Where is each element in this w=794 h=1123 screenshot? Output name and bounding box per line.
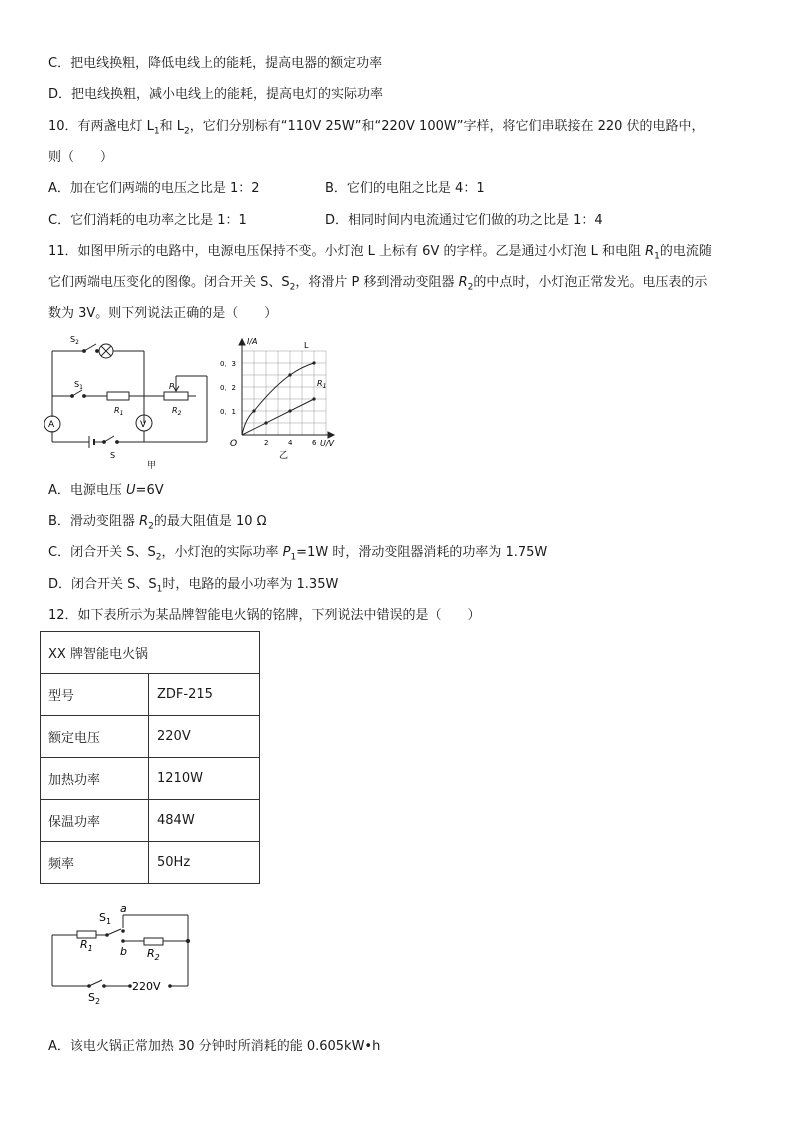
question-11-line3: 数为 3V。则下列说法正确的是（ ）	[48, 306, 278, 321]
caption-yi: 乙	[279, 451, 289, 461]
x-tick-label: 6	[312, 439, 317, 447]
table-title: XX 牌智能电火锅	[41, 632, 260, 674]
label-s1: $S_1$	[74, 380, 83, 391]
symbol-u: U	[126, 483, 136, 498]
data-point	[264, 421, 267, 424]
data-point	[312, 397, 315, 400]
x-tick-label: 4	[288, 439, 293, 447]
symbol-p: P	[282, 545, 291, 560]
y-tick-label: 0．2	[220, 384, 236, 392]
series-label-r1: $R_1$	[317, 379, 327, 390]
y-tick-label: 0．3	[220, 360, 236, 368]
sub: 2	[155, 552, 162, 563]
graph-yi	[216, 332, 346, 462]
symbol-r: R	[645, 244, 655, 259]
label-r1: $R_1$	[114, 406, 124, 417]
ammeter-label: A	[48, 420, 55, 430]
sub: 2	[148, 521, 154, 532]
q12-option-a: A．该电火锅正常加热 30 分钟时所消耗的能 0.605kW•h	[48, 1039, 381, 1054]
sub: 2	[184, 126, 190, 137]
question-10-line1	[48, 118, 705, 136]
table-label: 额定电压	[41, 716, 149, 758]
q11-opt-text: ，小灯泡的实际功率	[161, 545, 283, 560]
sub: 1	[156, 584, 163, 595]
label-r2: $R_2$	[147, 947, 160, 962]
symbol-r: R	[139, 514, 149, 529]
table-row	[41, 800, 260, 842]
table-label: 型号	[41, 674, 149, 716]
q11-text: 的中点时，小灯泡正常发光。电压表的示	[473, 275, 708, 290]
table-row	[41, 716, 260, 758]
table-value: 50Hz	[149, 842, 260, 884]
label-s2: $S_2$	[70, 335, 79, 346]
y-axis-label: I/A	[247, 337, 258, 346]
table-row	[41, 842, 260, 884]
sub: 1	[290, 552, 297, 563]
q11-text: 11．如图甲所示的电路中，电源电压保持不变。小灯泡 L 上标有 6V 的字样。乙是通过小灯泡 L 和电阻	[48, 244, 646, 259]
circuit-diagram-jia	[44, 332, 214, 472]
voltmeter-label: V	[140, 420, 147, 430]
table-row	[41, 674, 260, 716]
question-11-line2	[48, 274, 707, 292]
q11-opt-text: D．闭合开关 S、S	[48, 577, 157, 592]
label-r1: $R_1$	[80, 938, 93, 953]
q11-opt-text: 的最大阻值是 10 Ω	[153, 514, 267, 529]
table-value: 484W	[149, 800, 260, 842]
label-b: b	[120, 945, 127, 958]
x-tick-label: 2	[264, 439, 269, 447]
table-value: ZDF-215	[149, 674, 260, 716]
q11-option-b	[48, 513, 267, 531]
table-value: 220V	[149, 716, 260, 758]
q11-text: 它们两端电压变化的图像。闭合开关 S、S	[48, 275, 290, 290]
label-s1: $S_1$	[99, 911, 112, 926]
sub: 2	[467, 282, 474, 293]
label-p: P	[169, 382, 174, 391]
option-d-q9: D．把电线换粗，减小电线上的能耗，提高电灯的实际功率	[48, 87, 384, 102]
label-r2: $R_2$	[172, 406, 182, 417]
data-point	[288, 373, 291, 376]
table-value: 1210W	[149, 758, 260, 800]
q11-opt-text: C．闭合开关 S、S	[48, 545, 156, 560]
q10-text-b: 和 L	[159, 119, 185, 134]
q10-option-d: D．相同时间内电流通过它们做的功之比是 1：4	[325, 213, 603, 228]
label-s2: $S_2$	[88, 991, 101, 1004]
caption-jia: 甲	[147, 461, 157, 471]
y-tick-label: 0．1	[220, 408, 236, 416]
q11-opt-text: A．电源电压	[48, 483, 127, 498]
q11-opt-text: B．滑动变阻器	[48, 514, 140, 529]
q11-option-c	[48, 544, 547, 562]
data-point	[252, 409, 255, 412]
label-s: S	[110, 451, 116, 460]
sub: 1	[153, 126, 160, 137]
q11-text: 的电流随	[659, 244, 712, 259]
table-label: 保温功率	[41, 800, 149, 842]
data-point	[312, 361, 315, 364]
table-title-row	[41, 632, 260, 674]
label-a: a	[120, 902, 127, 915]
sub: 1	[654, 251, 660, 262]
q11-opt-text: 时，电路的最小功率为 1.35W	[162, 577, 339, 592]
q10-text-c: ，它们分别标有“110V 25W”和“220V 100W”字样，将它们串联接在 220 伏的电路中，	[189, 119, 705, 134]
label-220v: 220V	[132, 980, 161, 993]
table-row	[41, 758, 260, 800]
question-10-line2: 则（ ）	[48, 150, 114, 165]
table-label: 频率	[41, 842, 149, 884]
q11-opt-text: =1W 时，滑动变阻器消耗的功率为 1.75W	[296, 545, 548, 560]
question-11-line1	[48, 243, 712, 261]
x-axis-label: U/V	[320, 439, 335, 448]
circuit-diagram-hotpot	[44, 898, 204, 1004]
option-c-q9: C．把电线换粗，降低电线上的能耗，提高电器的额定功率	[48, 56, 383, 71]
question-12: 12．如下表所示为某品牌智能电火锅的铭牌，下列说法中错误的是（ ）	[48, 608, 481, 623]
q10-option-c: C．它们消耗的电功率之比是 1：1	[48, 213, 247, 228]
nameplate-table	[40, 631, 260, 884]
q10-text-a: 10．有两盏电灯 L	[48, 119, 154, 134]
q11-opt-text: =6V	[135, 483, 164, 498]
origin-label: O	[230, 439, 238, 449]
symbol-r: R	[458, 275, 468, 290]
q11-option-d	[48, 576, 338, 594]
q11-option-a	[48, 482, 164, 500]
series-label-l: L	[304, 341, 309, 350]
table-label: 加热功率	[41, 758, 149, 800]
sub: 2	[289, 282, 296, 293]
q10-option-b: B．它们的电阻之比是 4：1	[325, 181, 485, 196]
data-point	[288, 409, 291, 412]
q10-option-a: A．加在它们两端的电压之比是 1：2	[48, 181, 260, 196]
q11-text: ，将滑片 P 移到滑动变阻器	[295, 275, 459, 290]
